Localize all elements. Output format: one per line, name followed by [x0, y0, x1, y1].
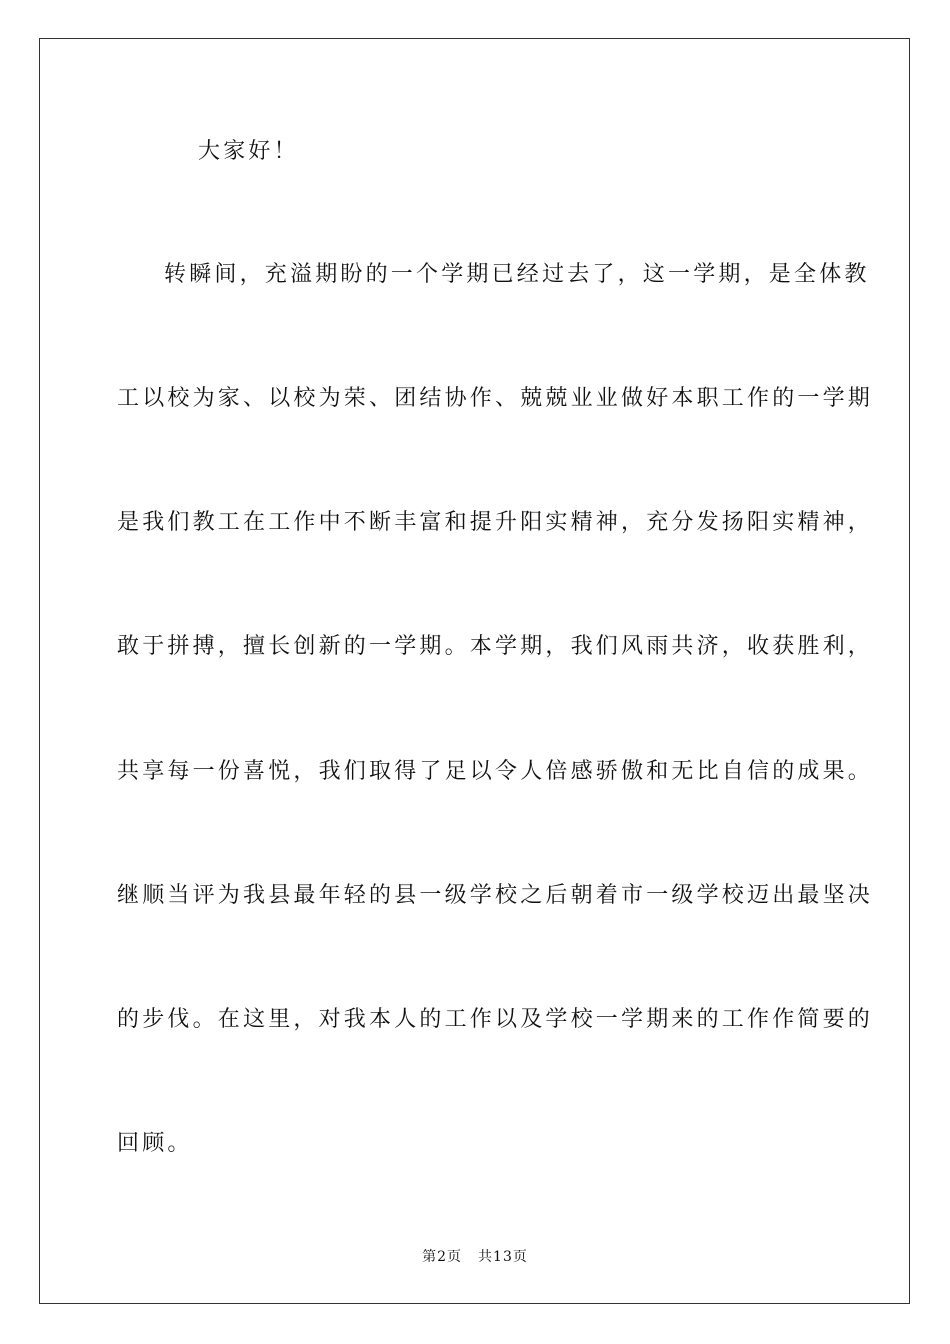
page-frame — [39, 38, 910, 1304]
paragraph-line: 继顺当评为我县最年轻的县一级学校之后朝着市一级学校迈出最坚决 — [117, 883, 874, 908]
paragraph-line: 敢于拼搏，擅长创新的一学期。本学期，我们风雨共济，收获胜利， — [117, 634, 874, 659]
greeting: 大家好！ — [198, 139, 299, 164]
paragraph-line: 工以校为家、以校为荣、团结协作、兢兢业业做好本职工作的一学期 — [117, 386, 874, 411]
paragraph-line: 共享每一份喜悦，我们取得了足以令人倍感骄傲和无比自信的成果。 — [117, 759, 874, 784]
page-footer — [0, 1247, 950, 1267]
paragraph-line: 是我们教工在工作中不断丰富和提升阳实精神，充分发扬阳实精神， — [117, 510, 874, 535]
page-number: 第2页 — [422, 1249, 463, 1265]
page-total: 共13页 — [478, 1249, 528, 1265]
paragraph-line: 的步伐。在这里，对我本人的工作以及学校一学期来的工作作简要的 — [117, 1007, 874, 1032]
paragraph-line: 转瞬间，充溢期盼的一个学期已经过去了，这一学期，是全体教 — [164, 262, 870, 287]
paragraph-line: 回顾。 — [117, 1131, 193, 1156]
